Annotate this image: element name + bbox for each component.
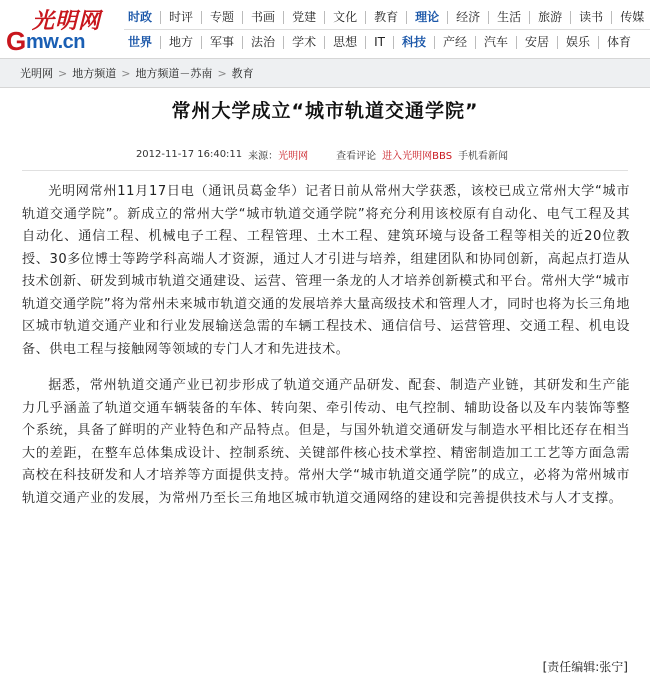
site-header xyxy=(0,0,650,58)
nav-link[interactable]: 安居 xyxy=(516,36,557,49)
nav-link[interactable]: 时政 xyxy=(128,9,153,24)
nav-link[interactable]: 生活 xyxy=(488,11,529,24)
nav-link[interactable]: 产经 xyxy=(434,36,475,49)
nav-link[interactable]: 专题 xyxy=(201,11,242,24)
article-meta xyxy=(0,146,650,162)
channel-nav xyxy=(124,0,650,58)
nav-link[interactable]: 世界 xyxy=(128,34,153,49)
nav-row-1 xyxy=(124,5,650,29)
nav-link[interactable]: 学术 xyxy=(283,36,324,49)
nav-link[interactable]: 地方 xyxy=(160,36,201,49)
source-link[interactable]: 光明网 xyxy=(278,150,309,162)
breadcrumb-link[interactable]: 教育 xyxy=(231,67,254,80)
nav-link[interactable]: 理论 xyxy=(406,11,447,24)
responsible-editor: [责任编辑:张宁] xyxy=(542,660,628,674)
nav-link[interactable]: 时评 xyxy=(160,11,201,24)
nav-link[interactable]: 党建 xyxy=(283,11,324,24)
nav-link[interactable]: 教育 xyxy=(365,11,406,24)
breadcrumb-separator: > xyxy=(121,66,131,80)
nav-link[interactable]: 法治 xyxy=(242,36,283,49)
nav-link[interactable]: 体育 xyxy=(598,36,639,49)
breadcrumb-link[interactable]: 光明网 xyxy=(20,67,53,80)
nav-link[interactable]: 传媒 xyxy=(611,11,650,24)
publish-datetime: 2012-11-17 16:40:11 xyxy=(135,148,243,160)
breadcrumb-link[interactable]: 地方频道 xyxy=(72,67,117,80)
site-logo[interactable] xyxy=(4,4,122,54)
nav-link[interactable]: IT xyxy=(365,36,393,49)
breadcrumb-separator: > xyxy=(58,66,68,80)
bbs-link[interactable]: 进入光明网BBS xyxy=(382,150,453,162)
logo-g: G xyxy=(6,26,27,56)
nav-link[interactable]: 军事 xyxy=(201,36,242,49)
logo-title: 光明网 xyxy=(32,8,102,34)
logo-wordmark xyxy=(4,28,122,54)
nav-link[interactable]: 读书 xyxy=(570,11,611,24)
nav-link[interactable]: 经济 xyxy=(447,11,488,24)
article-paragraph: 据悉，常州轨道交通产业已初步形成了轨道交通产品研发、配套、制造产业链，其研发和生产能力几乎涵盖了轨道交通车辆装备的车体、转向架、牵引传动、电气控制、辅助设备以及车内装饰等整个系统，具备了鲜明的产业特色和产品特点。但是，与国外轨道交通研发与制造水平相比还存在相当大的差距，在整车总体集成设计、控制系统、关键部件核心技术掌控、精密制造加工工艺等方面急需高校在科技研发和人才培养等方面提供支持。常州大学“城市轨道交通学院”的成立，必将为常州城市轨道交通产业的发展，为常州乃至长三角地区城市轨道交通网络的建设和完善提供技术与人才支撑。 xyxy=(22,378,630,506)
mobile-news-link[interactable]: 手机看新闻 xyxy=(458,150,509,162)
nav-link[interactable]: 书画 xyxy=(242,11,283,24)
article-title: 常州大学成立“城市轨道交通学院” xyxy=(171,100,479,122)
nav-link[interactable]: 思想 xyxy=(324,36,365,49)
nav-link[interactable]: 汽车 xyxy=(475,36,516,49)
meta-divider xyxy=(22,170,628,171)
nav-link[interactable]: 文化 xyxy=(324,11,365,24)
article-paragraph: 光明网常州11月17日电（通讯员葛金华）记者日前从常州大学获悉，该校已成立常州大学“城市轨道交通学院”。新成立的常州大学“城市轨道交通学院”将充分利用该校原有自动化、电气工程及其自动化、通信工程、机械电子工程、工程管理、土木工程、建筑环境与设备工程等相关的近20位教授、30多位博士等跨学科高端人才资源，通过人才引进与培养，组建团队和协同创新，高起点打造从技术创新、研发到城市轨道交通建设、运营、管理一条龙的人才培养创新模式和平台。常州大学“城市轨道交通学院”将为常州未来城市轨道交通的发展培养大量高级技术和管理人才，同时也将为长三角地区城市轨道交通产业和行业发展输送急需的车辆工程技术、通信信号、运营管理、交通工程、机电设备、供电工程与接触网等领域的专门人才和先进技术。 xyxy=(22,184,630,357)
nav-row-2 xyxy=(124,30,650,54)
breadcrumb xyxy=(0,58,650,88)
nav-link[interactable]: 科技 xyxy=(393,36,434,49)
breadcrumb-separator: > xyxy=(217,66,227,80)
nav-link[interactable]: 旅游 xyxy=(529,11,570,24)
breadcrumb-link[interactable]: 地方频道－苏南 xyxy=(135,67,213,80)
source-label: 来源： xyxy=(248,150,279,162)
article-body xyxy=(22,181,630,524)
logo-domain: mw.cn xyxy=(26,31,85,53)
nav-link[interactable]: 娱乐 xyxy=(557,36,598,49)
view-comments-link[interactable]: 查看评论 xyxy=(336,150,377,162)
